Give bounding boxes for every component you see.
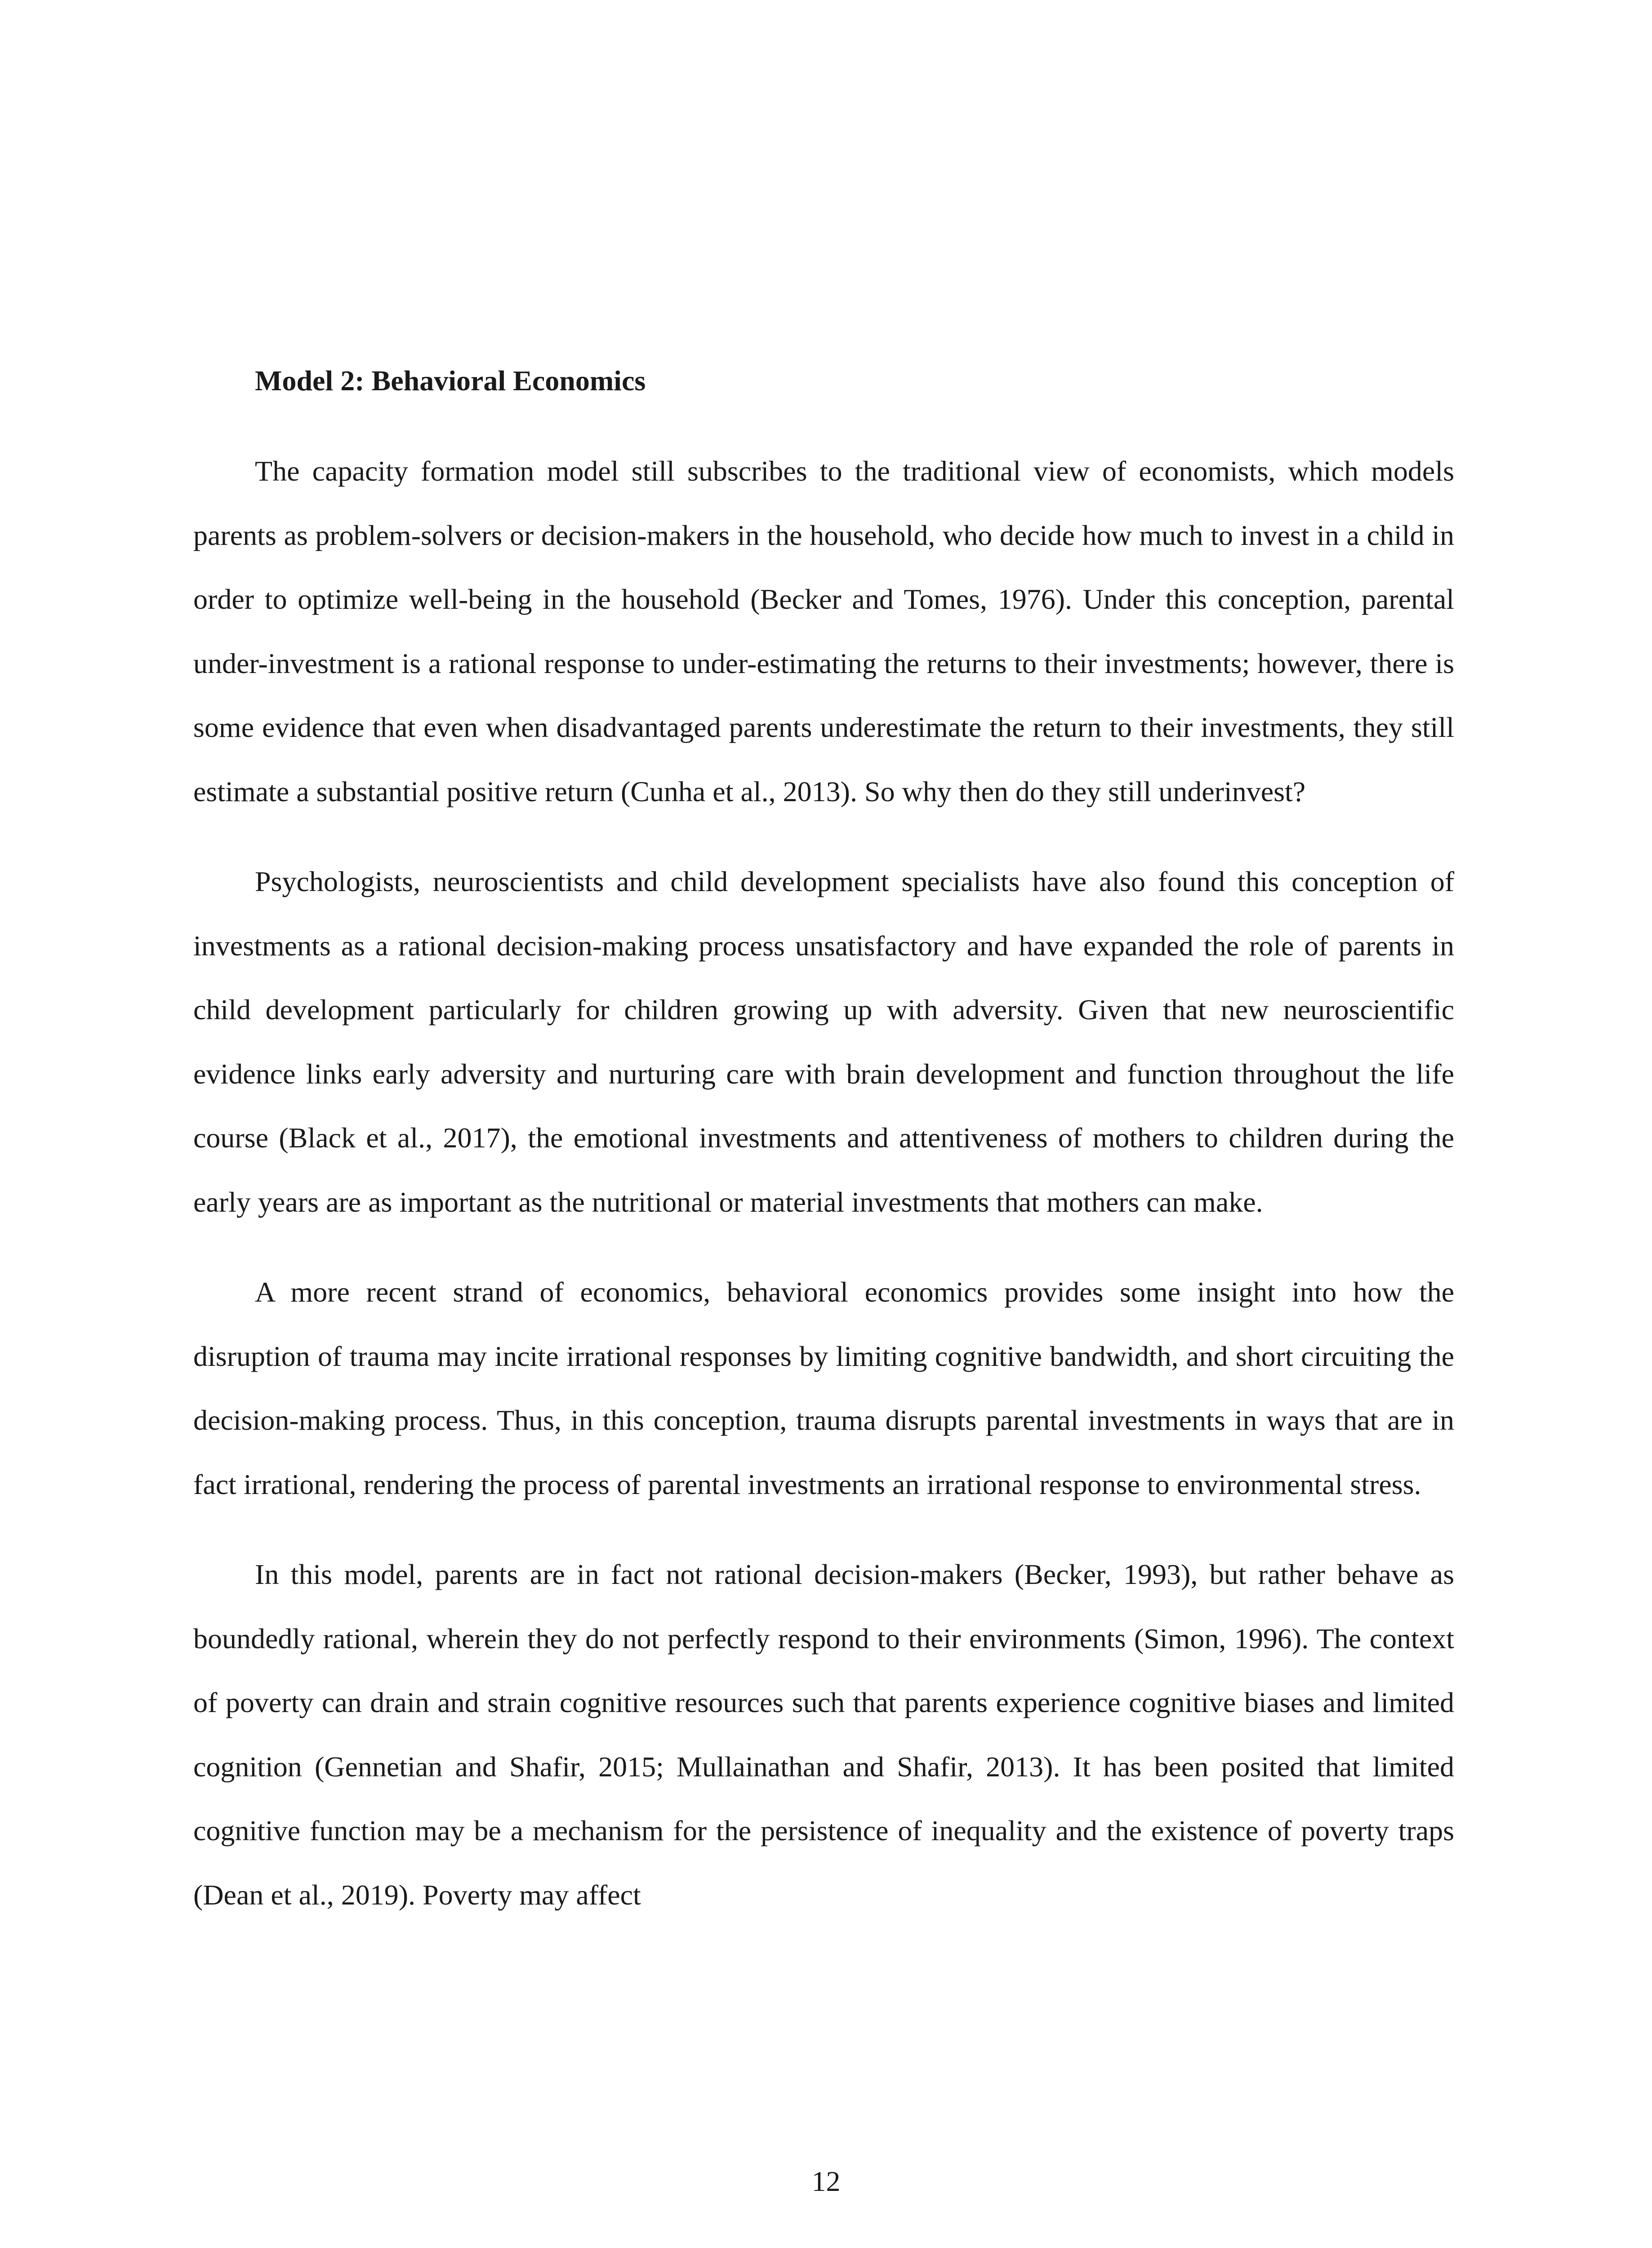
paragraph-bounded-rationality: In this model, parents are in fact not rational decision-makers (Becker, 1993), but rather behave as boundedly rational, wherein they do not perfectly respond to their environments (Simon, 1996). The context of poverty can drain and strain cognitive resources such that parents experience cognitive biases and limited cognition (Gennetian and Shafir, 2015; Mullainathan and Shafir, 2013). It has been posited that limited cognitive function may be a mechanism for the persistence of inequality and the existence of poverty traps (Dean et al., 2019). Poverty may affect (193, 1558, 1454, 1911)
paragraph-psychologists: Psychologists, neuroscientists and child development specialists have also found this conception of investments as a rational decision-making process unsatisfactory and have expanded the role of parents in child development particularly for children growing up with adversity. Given that new neuroscientific evidence links early adversity and nurturing care with brain development and function throughout the life course (Black et al., 2017), the emotional investments and attentiveness of mothers to children during the early years are as important as the nutritional or material investments that mothers can make. (193, 865, 1454, 1218)
section-heading: Model 2: Behavioral Economics (255, 365, 646, 397)
page-body (193, 366, 1454, 1953)
page-number: 12 (811, 2165, 841, 2197)
paragraph-capacity-formation: The capacity formation model still subscribes to the traditional view of economists, which models parents as problem-solvers or decision-makers in the household, who decide how much to invest in a child in order to optimize well-being in the household (Becker and Tomes, 1976). Under this conception, parental under-investment is a rational response to under-estimating the returns to their investments; however, there is some evidence that even when disadvantaged parents underestimate the return to their investments, they still estimate a substantial positive return (Cunha et al., 2013). So why then do they still underinvest? (193, 455, 1454, 807)
paragraph-behavioral-economics: A more recent strand of economics, behavioral economics provides some insight into how the disruption of trauma may incite irrational responses by limiting cognitive bandwidth, and short circuiting the decision-making process. Thus, in this conception, trauma disrupts parental investments in ways that are in fact irrational, rendering the process of parental investments an irrational response to environmental stress. (193, 1276, 1454, 1500)
